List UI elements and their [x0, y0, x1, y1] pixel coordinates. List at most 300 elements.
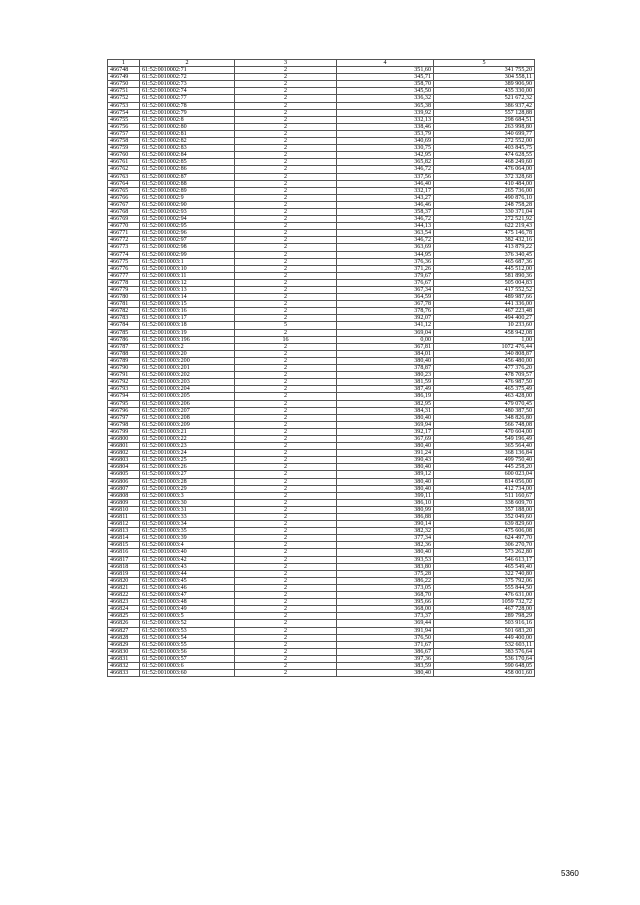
table-cell-col2: 61:52:0010003:40: [140, 549, 235, 556]
table-cell-col4: 391,94: [337, 627, 434, 634]
table-cell-col3: 16: [235, 336, 337, 343]
table-cell-col5: 306 270,70: [434, 542, 535, 549]
table-cell-col5: 1,00: [434, 336, 535, 343]
table-cell-col4: 382,36: [337, 542, 434, 549]
table-cell-col4: 379,67: [337, 272, 434, 279]
table-cell-col2: 61:52:0010003:20: [140, 350, 235, 357]
table-row: [108, 322, 535, 329]
table-cell-col3: 2: [235, 471, 337, 478]
table-cell-col4: 367,34: [337, 287, 434, 294]
table-cell-col2: 61:52:0010002:93: [140, 208, 235, 215]
table-cell-col5: 272 552,00: [434, 138, 535, 145]
table-cell-col2: 61:52:0010002:8: [140, 116, 235, 123]
table-cell-col4: 363,54: [337, 230, 434, 237]
table-cell-col1: 466781: [108, 301, 140, 308]
table-cell-col5: 341 755,20: [434, 67, 535, 74]
table-cell-col5: 489 987,66: [434, 294, 535, 301]
table-cell-col1: 466753: [108, 102, 140, 109]
table-cell-col2: 61:52:0010003:34: [140, 521, 235, 528]
table-cell-col1: 466762: [108, 166, 140, 173]
table-cell-col3: 2: [235, 528, 337, 535]
table-row: [108, 279, 535, 286]
table-cell-col5: 557 128,88: [434, 109, 535, 116]
table-cell-col5: 265 736,00: [434, 187, 535, 194]
table-cell-col2: 61:52:0010003:18: [140, 322, 235, 329]
table-row: [108, 74, 535, 81]
table-cell-col1: 466751: [108, 88, 140, 95]
table-cell-col4: 340,69: [337, 138, 434, 145]
table-row: [108, 372, 535, 379]
table-cell-col3: 2: [235, 464, 337, 471]
table-row: [108, 130, 535, 137]
table-cell-col3: 2: [235, 584, 337, 591]
table-cell-col1: 466813: [108, 528, 140, 535]
table-cell-col3: 2: [235, 556, 337, 563]
table-row: [108, 301, 535, 308]
table-cell-col5: 368 136,84: [434, 450, 535, 457]
table-cell-col5: 581 890,36: [434, 272, 535, 279]
table-cell-col3: 2: [235, 570, 337, 577]
table-cell-col1: 466817: [108, 556, 140, 563]
table-cell-col5: 1072 476,44: [434, 343, 535, 350]
table-cell-col2: 61:52:0010003:3: [140, 492, 235, 499]
table-cell-col3: 2: [235, 549, 337, 556]
table-cell-col1: 466750: [108, 81, 140, 88]
table-cell-col5: 357 188,00: [434, 506, 535, 513]
table-cell-col2: 61:52:0010003:24: [140, 450, 235, 457]
table-cell-col1: 466794: [108, 393, 140, 400]
table-cell-col3: 2: [235, 435, 337, 442]
table-row: [108, 223, 535, 230]
table-cell-col5: 289 798,29: [434, 613, 535, 620]
table-cell-col4: 373,05: [337, 584, 434, 591]
table-row: [108, 145, 535, 152]
table-cell-col1: 466825: [108, 613, 140, 620]
table-row: [108, 244, 535, 251]
table-cell-col3: 2: [235, 208, 337, 215]
table-cell-col3: 2: [235, 535, 337, 542]
table-cell-col2: 61:52:0010003:196: [140, 336, 235, 343]
table-cell-col4: 367,69: [337, 435, 434, 442]
table-cell-col2: 61:52:0010003:204: [140, 386, 235, 393]
table-cell-col4: 383,59: [337, 662, 434, 669]
table-cell-col5: 622 219,43: [434, 223, 535, 230]
table-cell-col2: 61:52:0010003:60: [140, 670, 235, 677]
table-cell-col1: 466768: [108, 208, 140, 215]
table-cell-col3: 2: [235, 67, 337, 74]
table-cell-col5: 467 728,00: [434, 606, 535, 613]
table-row: [108, 613, 535, 620]
table-cell-col4: 343,27: [337, 194, 434, 201]
table-cell-col5: 10 233,60: [434, 322, 535, 329]
table-cell-col1: 466832: [108, 662, 140, 669]
table-cell-col3: 2: [235, 372, 337, 379]
table-row: [108, 478, 535, 485]
table-cell-col2: 61:52:0010003:54: [140, 634, 235, 641]
table-cell-col4: 386,10: [337, 499, 434, 506]
table-row: [108, 216, 535, 223]
table-cell-col5: 1059 732,72: [434, 599, 535, 606]
table-cell-col3: 2: [235, 350, 337, 357]
table-cell-col3: 2: [235, 265, 337, 272]
table-cell-col2: 61:52:0010003:23: [140, 443, 235, 450]
table-cell-col4: 384,31: [337, 407, 434, 414]
table-cell-col3: 2: [235, 152, 337, 159]
table-cell-col1: 466784: [108, 322, 140, 329]
table-row: [108, 421, 535, 428]
table-cell-col2: 61:52:0010003:57: [140, 655, 235, 662]
table-cell-col2: 61:52:0010003:55: [140, 641, 235, 648]
table-row: [108, 464, 535, 471]
table-cell-col1: 466803: [108, 457, 140, 464]
table-row: [108, 400, 535, 407]
table-cell-col1: 466827: [108, 627, 140, 634]
table-row: [108, 237, 535, 244]
table-cell-col2: 61:52:0010002:84: [140, 152, 235, 159]
table-cell-col1: 466764: [108, 180, 140, 187]
table-cell-col1: 466761: [108, 159, 140, 166]
table-body: [108, 67, 535, 677]
table-cell-col3: 2: [235, 606, 337, 613]
table-cell-col1: 466770: [108, 223, 140, 230]
table-cell-col4: 380,40: [337, 549, 434, 556]
table-cell-col2: 61:52:0010003:44: [140, 570, 235, 577]
table-cell-col3: 2: [235, 251, 337, 258]
table-cell-col4: 332,13: [337, 116, 434, 123]
table-cell-col5: 536 170,64: [434, 655, 535, 662]
table-cell-col4: 367,78: [337, 301, 434, 308]
table-row: [108, 549, 535, 556]
table-cell-col5: 248 758,28: [434, 201, 535, 208]
table-cell-col5: 298 684,51: [434, 116, 535, 123]
table-cell-col4: 368,00: [337, 606, 434, 613]
table-cell-col1: 466815: [108, 542, 140, 549]
table-cell-col2: 61:52:0010003:43: [140, 563, 235, 570]
table-row: [108, 187, 535, 194]
table-cell-col2: 61:52:0010002:83: [140, 145, 235, 152]
table-cell-col4: 395,66: [337, 599, 434, 606]
table-row: [108, 343, 535, 350]
table-cell-col1: 466757: [108, 130, 140, 137]
table-cell-col3: 2: [235, 279, 337, 286]
table-cell-col3: 2: [235, 159, 337, 166]
table-cell-col4: 378,76: [337, 308, 434, 315]
table-cell-col3: 2: [235, 563, 337, 570]
table-row: [108, 230, 535, 237]
table-cell-col1: 466785: [108, 329, 140, 336]
table-cell-col1: 466802: [108, 450, 140, 457]
table-cell-col3: 2: [235, 592, 337, 599]
table-cell-col2: 61:52:0010003:35: [140, 528, 235, 535]
table-cell-col2: 61:52:0010003:42: [140, 556, 235, 563]
table-cell-col3: 2: [235, 620, 337, 627]
table-row: [108, 492, 535, 499]
table-cell-col1: 466788: [108, 350, 140, 357]
table-cell-col1: 466749: [108, 74, 140, 81]
table-row: [108, 499, 535, 506]
table-cell-col3: 2: [235, 237, 337, 244]
table-row: [108, 287, 535, 294]
table-cell-col4: 346,72: [337, 216, 434, 223]
table-cell-col3: 2: [235, 173, 337, 180]
table-cell-col2: 61:52:0010003:11: [140, 272, 235, 279]
table-cell-col1: 466800: [108, 435, 140, 442]
table-cell-col5: 490 876,10: [434, 194, 535, 201]
table-cell-col2: 61:52:0010002:87: [140, 173, 235, 180]
table-cell-col5: 322 740,80: [434, 570, 535, 577]
table-cell-col1: 466786: [108, 336, 140, 343]
table-cell-col4: 380,40: [337, 670, 434, 677]
table-row: [108, 393, 535, 400]
table-cell-col5: 304 558,11: [434, 74, 535, 81]
table-cell-col1: 466748: [108, 67, 140, 74]
table-cell-col1: 466796: [108, 407, 140, 414]
table-cell-col5: 476 987,50: [434, 379, 535, 386]
table-cell-col3: 2: [235, 123, 337, 130]
table-cell-col4: 380,40: [337, 357, 434, 364]
table-row: [108, 620, 535, 627]
table-cell-col4: 399,11: [337, 492, 434, 499]
table-cell-col4: 392,17: [337, 428, 434, 435]
table-row: [108, 365, 535, 372]
table-cell-col2: 61:52:0010003:207: [140, 407, 235, 414]
table-cell-col5: 475 606,08: [434, 528, 535, 535]
table-cell-col5: 456 480,00: [434, 357, 535, 364]
table-cell-col5: 463 428,00: [434, 393, 535, 400]
table-cell-col2: 61:52:0010003:205: [140, 393, 235, 400]
table-cell-col4: 371,67: [337, 641, 434, 648]
table-row: [108, 95, 535, 102]
table-cell-col4: 380,40: [337, 443, 434, 450]
table-row: [108, 435, 535, 442]
table-cell-col2: 61:52:0010002:98: [140, 244, 235, 251]
table-cell-col3: 2: [235, 407, 337, 414]
table-cell-col4: 383,80: [337, 563, 434, 570]
table-row: [108, 592, 535, 599]
table-row: [108, 102, 535, 109]
table-cell-col5: 470 604,00: [434, 428, 535, 435]
table-cell-col2: 61:52:0010002:78: [140, 102, 235, 109]
table-cell-col5: 468 249,60: [434, 159, 535, 166]
table-cell-col1: 466783: [108, 315, 140, 322]
table-cell-col5: 477 376,20: [434, 365, 535, 372]
table-cell-col3: 2: [235, 272, 337, 279]
table-cell-col5: 340 808,87: [434, 350, 535, 357]
table-cell-col1: 466776: [108, 265, 140, 272]
table-cell-col2: 61:52:0010003:10: [140, 265, 235, 272]
table-cell-col2: 61:52:0010003:200: [140, 357, 235, 364]
table-cell-col5: 417 552,52: [434, 287, 535, 294]
table-cell-col2: 61:52:0010003:14: [140, 294, 235, 301]
table-cell-col3: 2: [235, 95, 337, 102]
table-cell-col4: 338,46: [337, 123, 434, 130]
table-cell-col3: 2: [235, 357, 337, 364]
table-cell-col4: 392,07: [337, 315, 434, 322]
table-row: [108, 194, 535, 201]
table-cell-col5: 272 521,92: [434, 216, 535, 223]
table-cell-col4: 373,37: [337, 613, 434, 620]
table-cell-col1: 466754: [108, 109, 140, 116]
table-cell-col3: 2: [235, 258, 337, 265]
column-header-4: 4: [337, 60, 434, 67]
table-cell-col2: 61:52:0010003:16: [140, 308, 235, 315]
table-cell-col3: 2: [235, 365, 337, 372]
table-cell-col3: 2: [235, 109, 337, 116]
table-row: [108, 81, 535, 88]
table-cell-col2: 61:52:0010003:49: [140, 606, 235, 613]
table-cell-col2: 61:52:0010003:53: [140, 627, 235, 634]
table-cell-col5: 330 371,04: [434, 208, 535, 215]
table-cell-col1: 466831: [108, 655, 140, 662]
table-cell-col3: 2: [235, 648, 337, 655]
table-cell-col3: 2: [235, 301, 337, 308]
table-cell-col4: 368,70: [337, 592, 434, 599]
table-cell-col2: 61:52:0010002:96: [140, 230, 235, 237]
table-cell-col5: 600 023,04: [434, 471, 535, 478]
table-cell-col2: 61:52:0010003:22: [140, 435, 235, 442]
table-row: [108, 294, 535, 301]
table-cell-col5: 566 748,08: [434, 421, 535, 428]
table-cell-col4: 384,01: [337, 350, 434, 357]
table-cell-col5: 413 879,22: [434, 244, 535, 251]
table-cell-col5: 383 576,64: [434, 648, 535, 655]
table-cell-col2: 61:52:0010003:48: [140, 599, 235, 606]
table-cell-col1: 466823: [108, 599, 140, 606]
table-cell-col1: 466789: [108, 357, 140, 364]
table-cell-col5: 445 258,20: [434, 464, 535, 471]
table-cell-col1: 466818: [108, 563, 140, 570]
table-cell-col4: 346,46: [337, 201, 434, 208]
table-cell-col1: 466833: [108, 670, 140, 677]
table-cell-col1: 466780: [108, 294, 140, 301]
table-cell-col1: 466787: [108, 343, 140, 350]
table-cell-col3: 2: [235, 400, 337, 407]
table-cell-col5: 814 056,00: [434, 478, 535, 485]
table-cell-col2: 61:52:0010002:77: [140, 95, 235, 102]
table-cell-col2: 61:52:0010002:90: [140, 201, 235, 208]
table-cell-col2: 61:52:0010003:206: [140, 400, 235, 407]
table-cell-col3: 2: [235, 634, 337, 641]
table-cell-col1: 466773: [108, 244, 140, 251]
table-cell-col4: 390,14: [337, 521, 434, 528]
table-cell-col2: 61:52:0010002:94: [140, 216, 235, 223]
table-cell-col3: 2: [235, 166, 337, 173]
table-cell-col1: 466765: [108, 187, 140, 194]
table-cell-col4: 346,72: [337, 237, 434, 244]
table-cell-col1: 466799: [108, 428, 140, 435]
table-cell-col5: 458 942,08: [434, 329, 535, 336]
column-header-1: 1: [108, 60, 140, 67]
table-cell-col2: 61:52:0010003:27: [140, 471, 235, 478]
table-cell-col2: 61:52:0010003:19: [140, 329, 235, 336]
table-cell-col5: 501 683,20: [434, 627, 535, 634]
table-cell-col5: 348 826,80: [434, 414, 535, 421]
table-cell-col4: 390,43: [337, 457, 434, 464]
table-row: [108, 357, 535, 364]
table-cell-col3: 2: [235, 457, 337, 464]
table-cell-col1: 466771: [108, 230, 140, 237]
table-row: [108, 627, 535, 634]
table-cell-col5: 465 549,40: [434, 563, 535, 570]
table-cell-col2: 61:52:0010002:73: [140, 81, 235, 88]
table-cell-col3: 2: [235, 577, 337, 584]
table-cell-col4: 351,60: [337, 67, 434, 74]
table-cell-col5: 352 049,60: [434, 514, 535, 521]
table-cell-col3: 2: [235, 662, 337, 669]
table-cell-col1: 466808: [108, 492, 140, 499]
table-cell-col5: 511 160,67: [434, 492, 535, 499]
table-cell-col2: 61:52:0010003:17: [140, 315, 235, 322]
table-cell-col2: 61:52:0010003:52: [140, 620, 235, 627]
table-row: [108, 457, 535, 464]
table-cell-col3: 2: [235, 499, 337, 506]
table-cell-col4: 380,23: [337, 372, 434, 379]
table-cell-col3: 2: [235, 315, 337, 322]
table-cell-col5: 478 709,57: [434, 372, 535, 379]
table-cell-col5: 376 340,45: [434, 251, 535, 258]
table-cell-col1: 466826: [108, 620, 140, 627]
table-cell-col1: 466774: [108, 251, 140, 258]
table-cell-col4: 386,19: [337, 393, 434, 400]
table-cell-col3: 2: [235, 187, 337, 194]
table-cell-col5: 590 648,05: [434, 662, 535, 669]
table-cell-col2: 61:52:0010003:45: [140, 577, 235, 584]
table-cell-col3: 2: [235, 514, 337, 521]
table-cell-col3: 2: [235, 655, 337, 662]
table-cell-col4: 382,32: [337, 528, 434, 535]
table-cell-col5: 505 004,83: [434, 279, 535, 286]
table-cell-col3: 2: [235, 521, 337, 528]
table-header: [108, 60, 535, 67]
table-cell-col3: 2: [235, 414, 337, 421]
table-cell-col1: 466804: [108, 464, 140, 471]
table-cell-col4: 381,59: [337, 379, 434, 386]
table-cell-col4: 345,50: [337, 88, 434, 95]
table-cell-col4: 365,82: [337, 159, 434, 166]
table-cell-col4: 369,44: [337, 620, 434, 627]
table-cell-col1: 466805: [108, 471, 140, 478]
table-cell-col5: 479 070,45: [434, 400, 535, 407]
table-cell-col5: 365 564,40: [434, 443, 535, 450]
table-cell-col3: 2: [235, 102, 337, 109]
table-cell-col5: 549 196,49: [434, 435, 535, 442]
table-row: [108, 251, 535, 258]
table-cell-col2: 61:52:0010003:6: [140, 662, 235, 669]
table-cell-col2: 61:52:0010002:71: [140, 67, 235, 74]
table-row: [108, 528, 535, 535]
table-cell-col2: 61:52:0010003:31: [140, 506, 235, 513]
table-row: [108, 506, 535, 513]
table-cell-col4: 378,87: [337, 365, 434, 372]
table-cell-col3: 2: [235, 88, 337, 95]
table-cell-col1: 466782: [108, 308, 140, 315]
table-cell-col3: 2: [235, 308, 337, 315]
table-cell-col3: 2: [235, 130, 337, 137]
table-cell-col1: 466819: [108, 570, 140, 577]
table-cell-col3: 2: [235, 485, 337, 492]
table-row: [108, 542, 535, 549]
table-row: [108, 606, 535, 613]
table-cell-col1: 466797: [108, 414, 140, 421]
table-cell-col2: 61:52:0010002:89: [140, 187, 235, 194]
table-row: [108, 258, 535, 265]
table-cell-col5: 494 400,27: [434, 315, 535, 322]
table-row: [108, 599, 535, 606]
table-cell-col4: 376,67: [337, 279, 434, 286]
table-cell-col5: 546 613,17: [434, 556, 535, 563]
table-cell-col4: 344,95: [337, 251, 434, 258]
table-cell-col4: 358,37: [337, 208, 434, 215]
